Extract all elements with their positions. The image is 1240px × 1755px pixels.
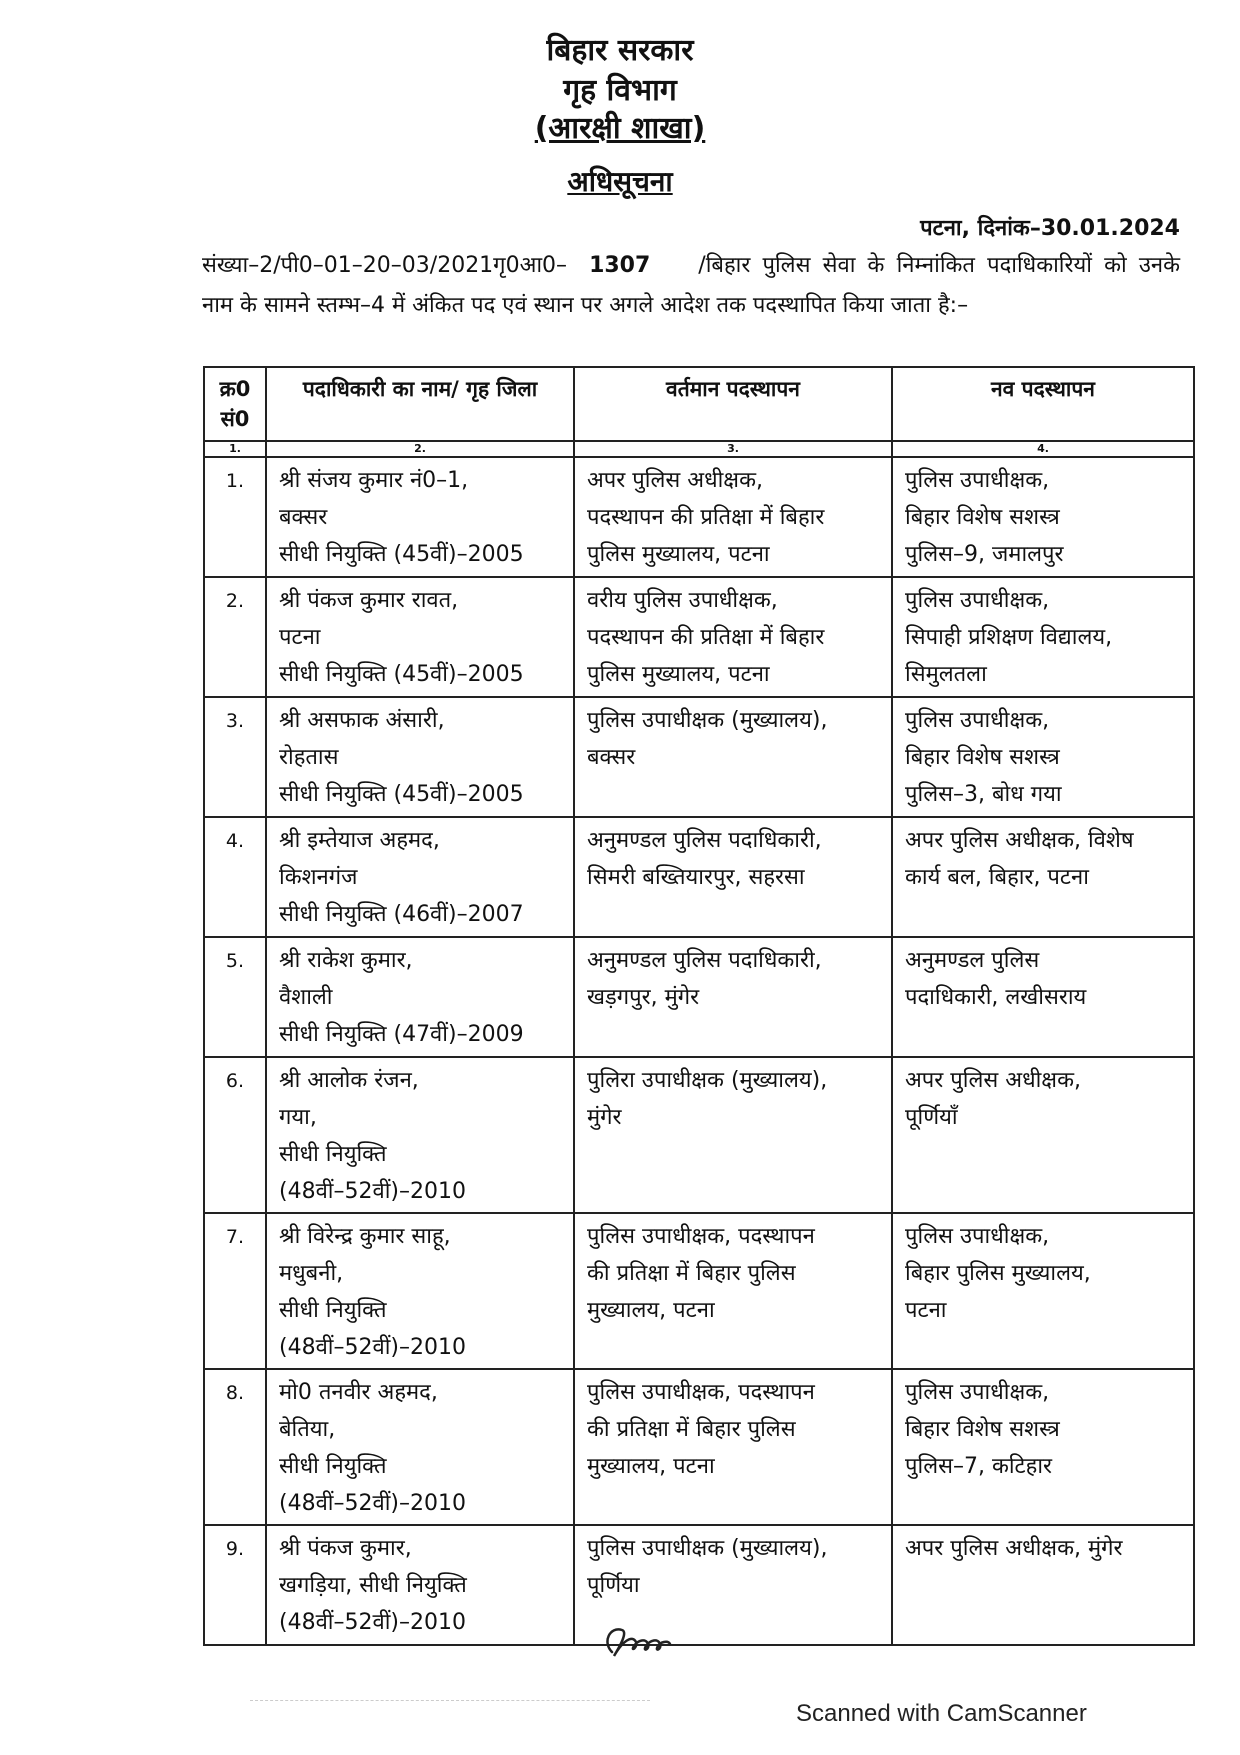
current-posting-cell (574, 937, 892, 1057)
officer-name-line: सीधी नियुक्ति (45वीं)–2005 (279, 542, 524, 567)
officer-name-line: (48वीं–52वीं)–2010 (279, 1491, 467, 1516)
current-posting-line: मुख्यालय, पटना (587, 1454, 715, 1479)
scanner-watermark: Scanned with CamScanner (796, 1700, 1087, 1727)
new-posting-cell (892, 817, 1194, 937)
new-posting-line: सिपाही प्रशिक्षण विद्यालय, (905, 625, 1113, 650)
new-posting-line: पुलिस–7, कटिहार (905, 1454, 1053, 1479)
officer-name-line: पटना (279, 625, 321, 650)
officer-name-line: सीधी नियुक्ति (45वीं)–2005 (279, 782, 524, 807)
header-government: बिहार सरकार (546, 33, 694, 68)
current-posting-line: पदस्थापन की प्रतिक्षा में बिहार (587, 625, 825, 650)
officer-name-line: सीधी नियुक्ति (45वीं)–2005 (279, 662, 524, 687)
table-row (204, 1525, 1194, 1645)
serial-number: 1. (204, 457, 266, 577)
serial-number: 6. (204, 1057, 266, 1213)
header-branch: (आरक्षी शाखा) (534, 111, 706, 146)
officer-name-line: श्री विरेन्द्र कुमार साहू, (279, 1224, 451, 1249)
officer-name-line: बक्सर (279, 505, 328, 530)
new-posting-line: पुलिस–3, बोध गया (905, 782, 1062, 807)
current-posting-cell (574, 817, 892, 937)
officer-name-line: सीधी नियुक्ति (47वीं)–2009 (279, 1022, 524, 1047)
officer-name-line: सीधी नियुक्ति (46वीं)–2007 (279, 902, 524, 927)
officer-name-cell (266, 937, 574, 1057)
current-posting-cell (574, 577, 892, 697)
new-posting-line: पुलिस उपाधीक्षक, (905, 1380, 1050, 1405)
new-posting-line: अपर पुलिस अधीक्षक, विशेष (905, 828, 1134, 853)
serial-number: 9. (204, 1525, 266, 1645)
notification-title: अधिसूचना (567, 165, 673, 198)
current-posting-line: पूर्णिया (587, 1573, 640, 1598)
current-posting-line: की प्रतिक्षा में बिहार पुलिस (587, 1417, 796, 1442)
table-row (204, 817, 1194, 937)
posting-table (203, 366, 1195, 1646)
officer-name-line: सीधी नियुक्ति (279, 1454, 387, 1479)
new-posting-cell (892, 1057, 1194, 1213)
serial-number: 8. (204, 1369, 266, 1525)
header-current-posting: वर्तमान पदस्थापन (574, 367, 892, 441)
table-row (204, 1057, 1194, 1213)
footer-divider (250, 1700, 650, 1701)
signature-icon (598, 1612, 688, 1672)
header-new-posting: नव पदस्थापन (892, 367, 1194, 441)
current-posting-line: पुलिस मुख्यालय, पटना (587, 542, 770, 567)
officer-name-cell (266, 457, 574, 577)
table-row (204, 697, 1194, 817)
col-number: 2. (266, 441, 574, 457)
officer-name-cell (266, 1057, 574, 1213)
reference-prefix: संख्या–2/पी0–01–20–03/2021गृ0आ0– (202, 253, 568, 278)
officer-name-cell (266, 1525, 574, 1645)
new-posting-cell (892, 937, 1194, 1057)
current-posting-cell (574, 697, 892, 817)
new-posting-line: पदाधिकारी, लखीसराय (905, 985, 1087, 1010)
officer-name-line: बेतिया, (279, 1417, 336, 1442)
table-row (204, 457, 1194, 577)
new-posting-line: पुलिस–9, जमालपुर (905, 542, 1064, 567)
officer-name-cell (266, 1213, 574, 1369)
officer-name-line: मो0 तनवीर अहमद, (279, 1380, 438, 1405)
current-posting-line: अनुमण्डल पुलिस पदाधिकारी, (587, 948, 822, 973)
officer-name-line: (48वीं–52वीं)–2010 (279, 1335, 467, 1360)
new-posting-line: कार्य बल, बिहार, पटना (905, 865, 1089, 890)
new-posting-cell (892, 457, 1194, 577)
new-posting-line: सिमुलतला (905, 662, 987, 687)
officer-name-line: सीधी नियुक्ति (279, 1142, 387, 1167)
intro-text: /बिहार पुलिस सेवा के निम्नांकित पदाधिकारियों को उनके नाम के सामने स्तम्भ–4 में अंकित पद एवं स्थान पर अगले आदेश तक पदस्थापित किया जाता है:– (202, 253, 1180, 318)
new-posting-line: अपर पुलिस अधीक्षक, मुंगेर (905, 1536, 1123, 1561)
header-department: गृह विभाग (563, 73, 677, 108)
officer-name-line: किशनगंज (279, 865, 358, 890)
new-posting-line: बिहार विशेष सशस्त्र (905, 745, 1060, 770)
officer-name-line: श्री राकेश कुमार, (279, 948, 413, 973)
current-posting-line: बक्सर (587, 745, 636, 770)
col-number: 1. (204, 441, 266, 457)
header-name: पदाधिकारी का नाम/ गृह जिला (266, 367, 574, 441)
officer-name-line: श्री पंकज कुमार, (279, 1536, 412, 1561)
new-posting-line: पूर्णियाँ (905, 1105, 958, 1130)
officer-name-cell (266, 577, 574, 697)
current-posting-line: पुलिस उपाधीक्षक (मुख्यालय), (587, 708, 828, 733)
officer-name-cell (266, 1369, 574, 1525)
current-posting-line: सिमरी बख्तियारपुर, सहरसा (587, 865, 805, 890)
new-posting-cell (892, 1369, 1194, 1525)
officer-name-line: श्री इम्तेयाज अहमद, (279, 828, 440, 853)
new-posting-line: बिहार विशेष सशस्त्र (905, 1417, 1060, 1442)
officer-name-cell (266, 697, 574, 817)
new-posting-line: बिहार पुलिस मुख्यालय, (905, 1261, 1091, 1286)
new-posting-cell (892, 1213, 1194, 1369)
new-posting-line: पुलिस उपाधीक्षक, (905, 708, 1050, 733)
serial-number: 7. (204, 1213, 266, 1369)
current-posting-line: अनुमण्डल पुलिस पदाधिकारी, (587, 828, 822, 853)
serial-number: 2. (204, 577, 266, 697)
col-number: 4. (892, 441, 1194, 457)
new-posting-line: अनुमण्डल पुलिस (905, 948, 1040, 973)
officer-name-line: श्री पंकज कुमार रावत, (279, 588, 459, 613)
current-posting-line: पुलिस उपाधीक्षक (मुख्यालय), (587, 1536, 828, 1561)
new-posting-line: अपर पुलिस अधीक्षक, (905, 1068, 1081, 1093)
officer-name-line: (48वीं–52वीं)–2010 (279, 1179, 467, 1204)
officer-name-cell (266, 817, 574, 937)
officer-name-line: रोहतास (279, 745, 339, 770)
table-header-row (204, 367, 1194, 441)
serial-number: 3. (204, 697, 266, 817)
table-row (204, 1213, 1194, 1369)
current-posting-line: खड़गपुर, मुंगेर (587, 985, 700, 1010)
current-posting-line: मुख्यालय, पटना (587, 1298, 715, 1323)
officer-name-line: वैशाली (279, 985, 333, 1010)
serial-number: 5. (204, 937, 266, 1057)
current-posting-cell (574, 1213, 892, 1369)
col-number: 3. (574, 441, 892, 457)
new-posting-line: पुलिस उपाधीक्षक, (905, 468, 1050, 493)
current-posting-cell (574, 457, 892, 577)
current-posting-line: पुलिस मुख्यालय, पटना (587, 662, 770, 687)
header-serial: क्र0 सं0 (204, 367, 266, 441)
officer-name-line: सीधी नियुक्ति (279, 1298, 387, 1323)
column-number-row (204, 441, 1194, 457)
officer-name-line: मधुबनी, (279, 1261, 344, 1286)
serial-number: 4. (204, 817, 266, 937)
current-posting-line: पुलिस उपाधीक्षक, पदस्थापन (587, 1224, 815, 1249)
officer-name-line: गया, (279, 1105, 317, 1130)
current-posting-line: पुलिरा उपाधीक्षक (मुख्यालय), (587, 1068, 828, 1093)
table-row (204, 937, 1194, 1057)
new-posting-line: बिहार विशेष सशस्त्र (905, 505, 1060, 530)
officer-name-line: खगड़िया, सीधी नियुक्ति (279, 1573, 467, 1598)
current-posting-line: पुलिस उपाधीक्षक, पदस्थापन (587, 1380, 815, 1405)
officer-name-line: श्री आलोक रंजन, (279, 1068, 419, 1093)
new-posting-cell (892, 1525, 1194, 1645)
table-row (204, 1369, 1194, 1525)
current-posting-cell (574, 1057, 892, 1213)
new-posting-cell (892, 577, 1194, 697)
new-posting-line: पटना (905, 1298, 947, 1323)
officer-name-line: श्री असफाक अंसारी, (279, 708, 445, 733)
new-posting-cell (892, 697, 1194, 817)
new-posting-line: पुलिस उपाधीक्षक, (905, 1224, 1050, 1249)
place-date: पटना, दिनांक–30.01.2024 (920, 216, 1180, 241)
current-posting-line: मुंगेर (587, 1105, 622, 1130)
current-posting-line: पदस्थापन की प्रतिक्षा में बिहार (587, 505, 825, 530)
reference-number: 1307 (589, 253, 651, 278)
new-posting-line: पुलिस उपाधीक्षक, (905, 588, 1050, 613)
current-posting-line: की प्रतिक्षा में बिहार पुलिस (587, 1261, 796, 1286)
officer-name-line: श्री संजय कुमार नं0–1, (279, 468, 469, 493)
current-posting-line: अपर पुलिस अधीक्षक, (587, 468, 763, 493)
current-posting-cell (574, 1369, 892, 1525)
table-row (204, 577, 1194, 697)
current-posting-line: वरीय पुलिस उपाधीक्षक, (587, 588, 778, 613)
officer-name-line: (48वीं–52वीं)–2010 (279, 1610, 467, 1635)
intro-paragraph (202, 246, 1180, 326)
